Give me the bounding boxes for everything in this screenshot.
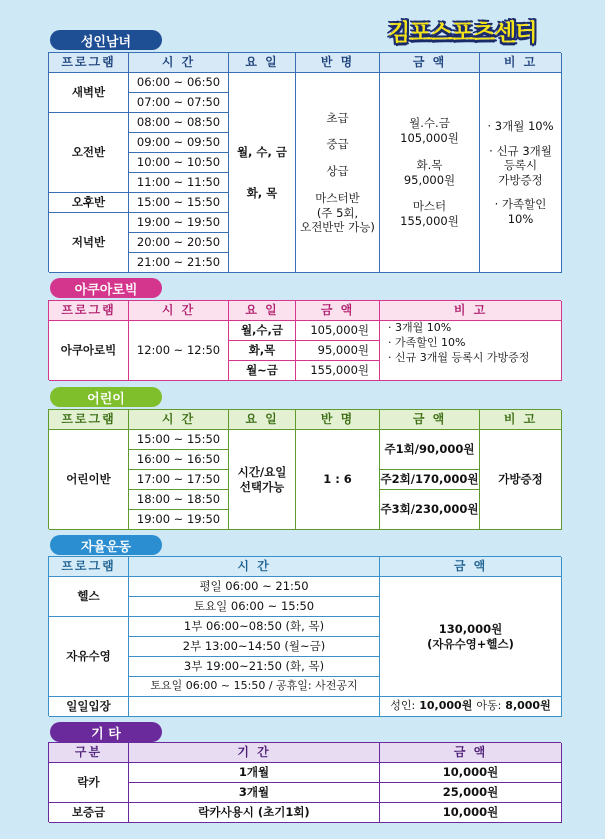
time-slot: 17:00 ~ 17:50 — [129, 470, 229, 490]
time-slot: 08:00 ~ 08:50 — [129, 113, 229, 133]
section-title-kids: 어린이 — [50, 387, 162, 407]
kids-price: 주2회/170,000원 — [380, 470, 480, 490]
note-line: · 신규 3개월 — [489, 144, 552, 159]
header-time: 시 간 — [129, 53, 229, 73]
header-program: 프로그램 — [49, 301, 129, 321]
program-afternoon: 오후반 — [49, 193, 129, 213]
program-dawn: 새벽반 — [49, 73, 129, 113]
aerobic-price: 155,000원 — [296, 361, 380, 381]
header-program: 프로그램 — [49, 557, 129, 577]
time-slot: 2부 13:00~14:50 (월~금) — [129, 637, 380, 657]
daily-price-cell — [380, 697, 562, 717]
time-slot: 3부 19:00~21:50 (화, 목) — [129, 657, 380, 677]
program-locker: 락카 — [49, 763, 129, 803]
time-slot: 토요일 06:00 ~ 15:50 — [129, 597, 380, 617]
time-slot: 20:00 ~ 20:50 — [129, 233, 229, 253]
adult-table — [48, 52, 561, 272]
header-note: 비 고 — [480, 410, 562, 430]
header-price: 금 액 — [380, 53, 480, 73]
header-price: 금 액 — [380, 743, 562, 763]
header-price: 금 액 — [380, 557, 562, 577]
kids-days: 시간/요일 — [237, 464, 287, 479]
kids-price: 주1회/90,000원 — [380, 430, 480, 470]
free-price: 130,000원 — [438, 621, 503, 636]
aerobic-price: 95,000원 — [296, 341, 380, 361]
aerobic-price: 105,000원 — [296, 321, 380, 341]
kids-ratio: 1 : 6 — [296, 430, 380, 530]
header-note: 비 고 — [380, 301, 562, 321]
price-value: 95,000원 — [403, 172, 456, 187]
adult-note-cell — [480, 73, 562, 273]
price-value: 105,000원 — [400, 130, 459, 145]
time-slot: 09:00 ~ 09:50 — [129, 133, 229, 153]
header-days: 요 일 — [229, 410, 296, 430]
note-line: 가방증정 — [498, 172, 543, 187]
adult-price-cell — [380, 73, 480, 273]
locker-price: 10,000원 — [380, 763, 562, 783]
price-value: 155,000원 — [400, 214, 459, 229]
locker-price: 25,000원 — [380, 783, 562, 803]
program-deposit: 보증금 — [49, 803, 129, 823]
aerobic-days: 월~금 — [229, 361, 296, 381]
kids-days: 선택가능 — [239, 479, 285, 494]
price-label: 월.수.금 — [409, 115, 450, 130]
aerobic-days: 화,목 — [229, 341, 296, 361]
program-evening: 저녁반 — [49, 213, 129, 273]
section-title-etc: 기 타 — [50, 722, 162, 742]
header-note: 비 고 — [480, 53, 562, 73]
class-intermediate: 중급 — [326, 137, 349, 152]
daily-time-empty — [129, 697, 380, 717]
note-line: · 3개월 10% — [388, 321, 452, 334]
days-mwf: 월, 수, 금 — [236, 144, 288, 159]
aerobic-table — [48, 300, 561, 380]
daily-adult-price: 10,000원 — [419, 699, 473, 713]
time-slot: 21:00 ~ 21:50 — [129, 253, 229, 273]
days-tt: 화, 목 — [246, 185, 278, 200]
time-slot: 16:00 ~ 16:50 — [129, 450, 229, 470]
locker-period: 3개월 — [129, 783, 380, 803]
note-line: 10% — [507, 211, 534, 226]
program-aerobic: 아쿠아로빅 — [49, 321, 129, 381]
deposit-price: 10,000원 — [380, 803, 562, 823]
section-title-aerobic: 아쿠아로빅 — [50, 278, 162, 298]
time-slot: 토요일 06:00 ~ 15:50 / 공휴일: 사전공지 — [129, 677, 380, 697]
header-class: 반 명 — [296, 410, 380, 430]
adult-days-cell — [229, 73, 296, 273]
time-slot: 19:00 ~ 19:50 — [129, 213, 229, 233]
class-advanced: 상급 — [326, 164, 349, 179]
section-title-free: 자율운동 — [50, 535, 162, 555]
brand-logo: 김포스포츠센터 — [388, 20, 537, 46]
header-days: 요 일 — [229, 53, 296, 73]
header-program: 프로그램 — [49, 53, 129, 73]
price-label: 마스터 — [412, 199, 447, 214]
note-line: · 가족할인 10% — [388, 335, 466, 349]
aerobic-note-cell — [380, 321, 562, 381]
time-slot: 평일 06:00 ~ 21:50 — [129, 577, 380, 597]
note-line: 등록시 — [503, 158, 538, 173]
time-slot: 12:00 ~ 12:50 — [129, 321, 229, 381]
kids-days-cell — [229, 430, 296, 530]
program-daily: 일일입장 — [49, 697, 129, 717]
time-slot: 1부 06:00~08:50 (화, 목) — [129, 617, 380, 637]
time-slot: 15:00 ~ 15:50 — [129, 193, 229, 213]
class-master-note: 오전반만 가능) — [300, 220, 375, 235]
deposit-period: 락카사용시 (초기1회) — [129, 803, 380, 823]
header-days: 요 일 — [229, 301, 296, 321]
program-health: 헬스 — [49, 577, 129, 617]
etc-table — [48, 742, 561, 822]
header-time: 시 간 — [129, 410, 229, 430]
aerobic-days: 월,수,금 — [229, 321, 296, 341]
header-category: 구분 — [49, 743, 129, 763]
kids-note: 가방증정 — [480, 430, 562, 530]
daily-child-label: 아동: — [476, 699, 502, 713]
daily-adult-label: 성인: — [390, 699, 416, 713]
header-time: 시 간 — [129, 301, 229, 321]
free-price-note: (자유수영+헬스) — [427, 636, 514, 651]
time-slot: 18:00 ~ 18:50 — [129, 490, 229, 510]
free-table — [48, 556, 561, 716]
free-price-cell — [380, 577, 562, 697]
kids-price: 주3회/230,000원 — [380, 490, 480, 530]
adult-class-cell — [296, 73, 380, 273]
program-free-swim: 자유수영 — [49, 617, 129, 697]
note-line: · 가족할인 — [494, 197, 547, 212]
header-price: 금 액 — [380, 410, 480, 430]
time-slot: 11:00 ~ 11:50 — [129, 173, 229, 193]
daily-child-price: 8,000원 — [505, 699, 551, 713]
class-beginner: 초급 — [326, 110, 349, 125]
section-title-adult: 성인남녀 — [50, 30, 162, 50]
program-kids: 어린이반 — [49, 430, 129, 530]
locker-period: 1개월 — [129, 763, 380, 783]
note-line: · 신규 3개월 등록시 가방증정 — [388, 350, 530, 364]
kids-table — [48, 409, 561, 529]
header-program: 프로그램 — [49, 410, 129, 430]
time-slot: 06:00 ~ 06:50 — [129, 73, 229, 93]
note-line: · 3개월 10% — [487, 119, 554, 134]
header-time: 시 간 — [129, 557, 380, 577]
time-slot: 07:00 ~ 07:50 — [129, 93, 229, 113]
time-slot: 19:00 ~ 19:50 — [129, 510, 229, 530]
header-period: 기 간 — [129, 743, 380, 763]
header-price: 금 액 — [296, 301, 380, 321]
time-slot: 10:00 ~ 10:50 — [129, 153, 229, 173]
class-master: 마스터반 — [315, 191, 360, 206]
program-morning: 오전반 — [49, 113, 129, 193]
header-class: 반 명 — [296, 53, 380, 73]
class-master-note: (주 5회, — [316, 205, 359, 220]
price-label: 화.목 — [416, 157, 443, 172]
time-slot: 15:00 ~ 15:50 — [129, 430, 229, 450]
